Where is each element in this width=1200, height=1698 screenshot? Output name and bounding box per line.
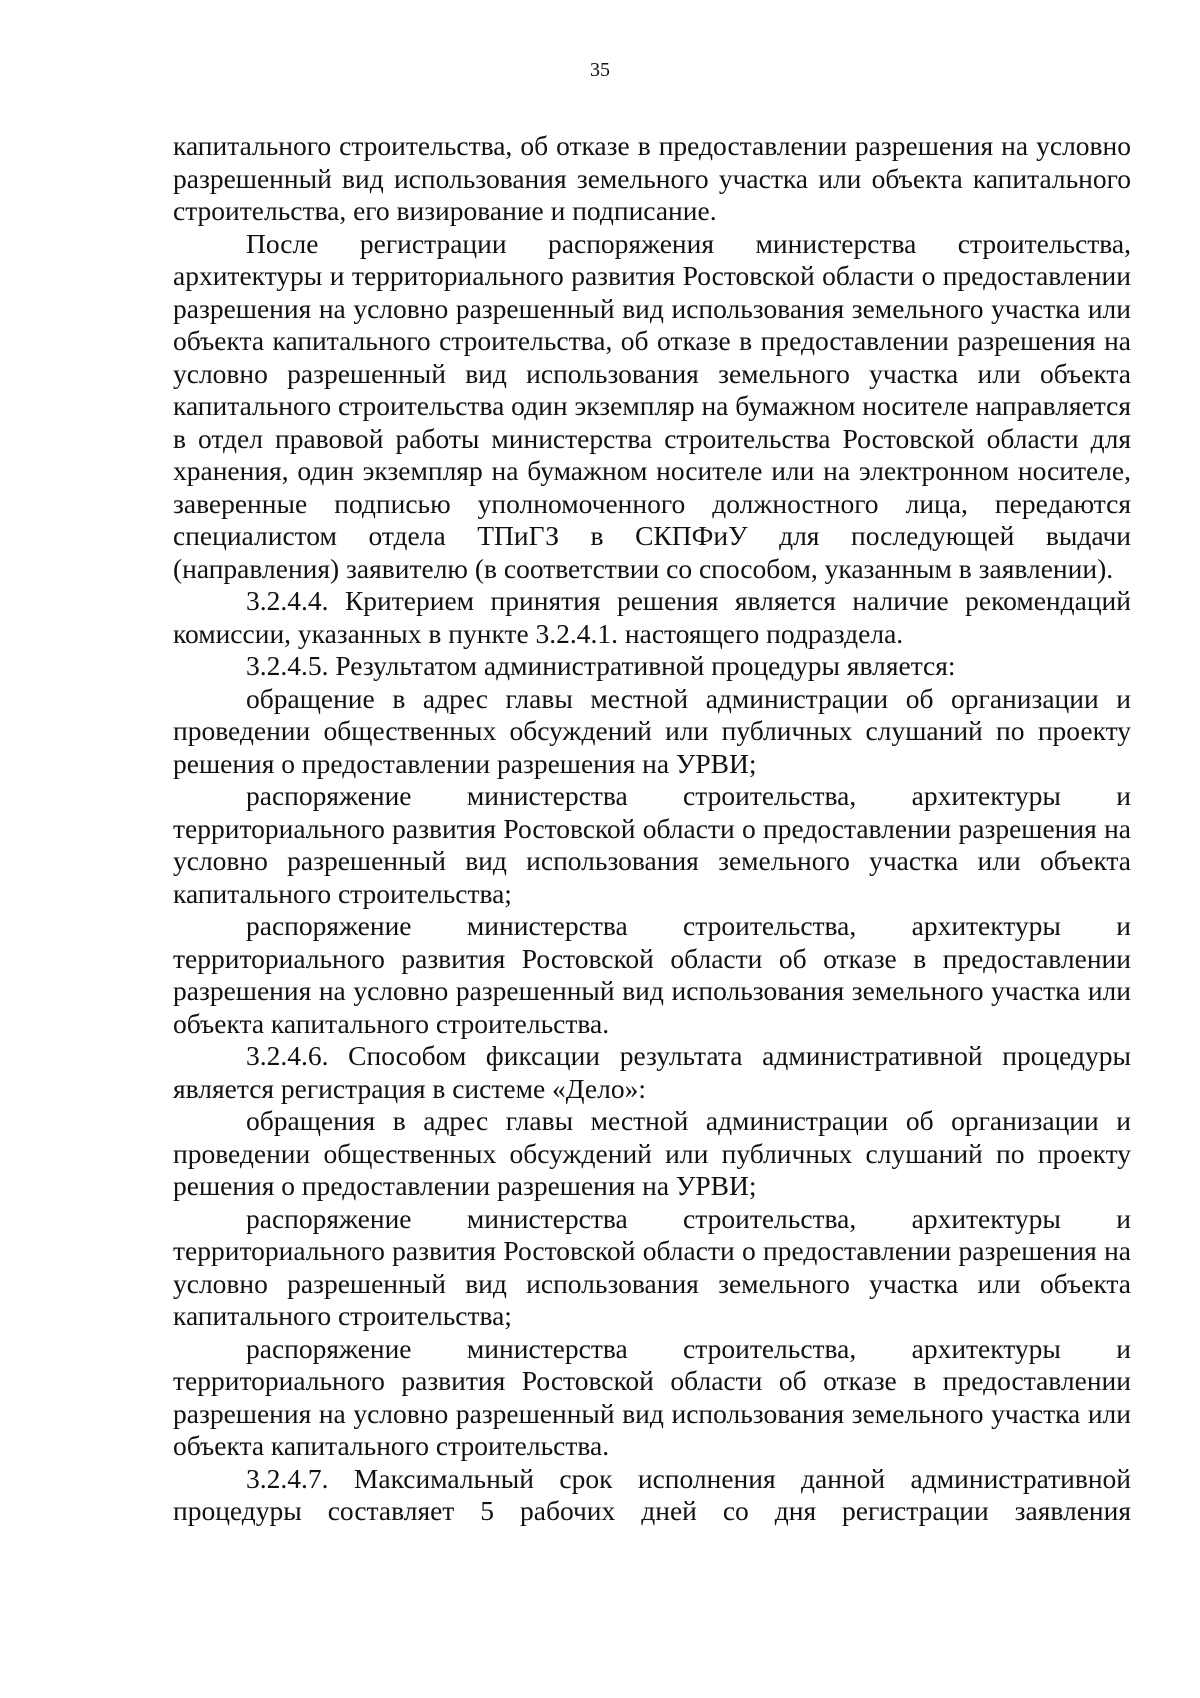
paragraph-result-refusal-order: распоряжение министерства строительства, архитектуры и территориального развития Ростовской области об отказе в предоставлении разрешения на условно разрешенный вид использования земельного участка или объекта капитального строительства.: [173, 910, 1131, 1039]
paragraph-fixation-appeal: обращения в адрес главы местной администрации об организации и проведении общественных обсуждений или публичных слушаний по проекту решения о предоставлении разрешения на УРВИ;: [173, 1105, 1131, 1201]
paragraph-fixation-grant-order: распоряжение министерства строительства, архитектуры и территориального развития Ростовской области о предоставлении разрешения на условно разрешенный вид использования земельного участка или объекта капитального строительства;: [173, 1202, 1131, 1331]
paragraph-3-2-4-6: 3.2.4.6. Способом фиксации результата административной процедуры является регистрация в системе «Дело»:: [173, 1040, 1131, 1104]
paragraph-continuation: капитального строительства, об отказе в предоставлении разрешения на условно разрешенный вид использования земельного участка или объекта капитального строительства, его визирование и подписание.: [173, 130, 1131, 226]
paragraph-3-2-4-4: 3.2.4.4. Критерием принятия решения является наличие рекомендаций комиссии, указанных в пункте 3.2.4.1. настоящего подраздела.: [173, 585, 1131, 649]
paragraph-3-2-4-7: 3.2.4.7. Максимальный срок исполнения данной административной процедуры составляет 5 рабочих дней со дня регистрации заявления: [173, 1462, 1131, 1526]
paragraph-3-2-4-5: 3.2.4.5. Результатом административной процедуры является:: [246, 650, 956, 681]
document-body: [173, 130, 1131, 1528]
paragraph-fixation-refusal-order: распоряжение министерства строительства, архитектуры и территориального развития Ростовской области об отказе в предоставлении разрешения на условно разрешенный вид использования земельного участка или объекта капитального строительства.: [173, 1332, 1131, 1461]
paragraph-result-appeal: обращение в адрес главы местной администрации об организации и проведении общественных обсуждений или публичных слушаний по проекту решения о предоставлении разрешения на УРВИ;: [173, 682, 1131, 779]
page-number: 35: [590, 59, 610, 81]
paragraph-result-grant-order: распоряжение министерства строительства, архитектуры и территориального развития Ростовской области о предоставлении разрешения на условно разрешенный вид использования земельного участка или объекта капитального строительства;: [173, 780, 1131, 909]
paragraph-registration: После регистрации распоряжения министерства строительства, архитектуры и территориального развития Ростовской области о предоставлении разрешения на условно разрешенный вид использования земельного участка или объекта капитального строительства, об отказе в предоставлении разрешения на условно разрешенный вид использования земельного участка или объекта капитального строительства один экземпляр на бумажном носителе направляется в отдел правовой работы министерства строительства Ростовской области для хранения, один экземпляр на бумажном носителе или на электронном носителе, заверенные подписью уполномоченного должностного лица, передаются специалистом отдела ТПиГЗ в СКПФиУ для последующей выдачи (направления) заявителю (в соответствии со способом, указанным в заявлении).: [173, 227, 1131, 584]
